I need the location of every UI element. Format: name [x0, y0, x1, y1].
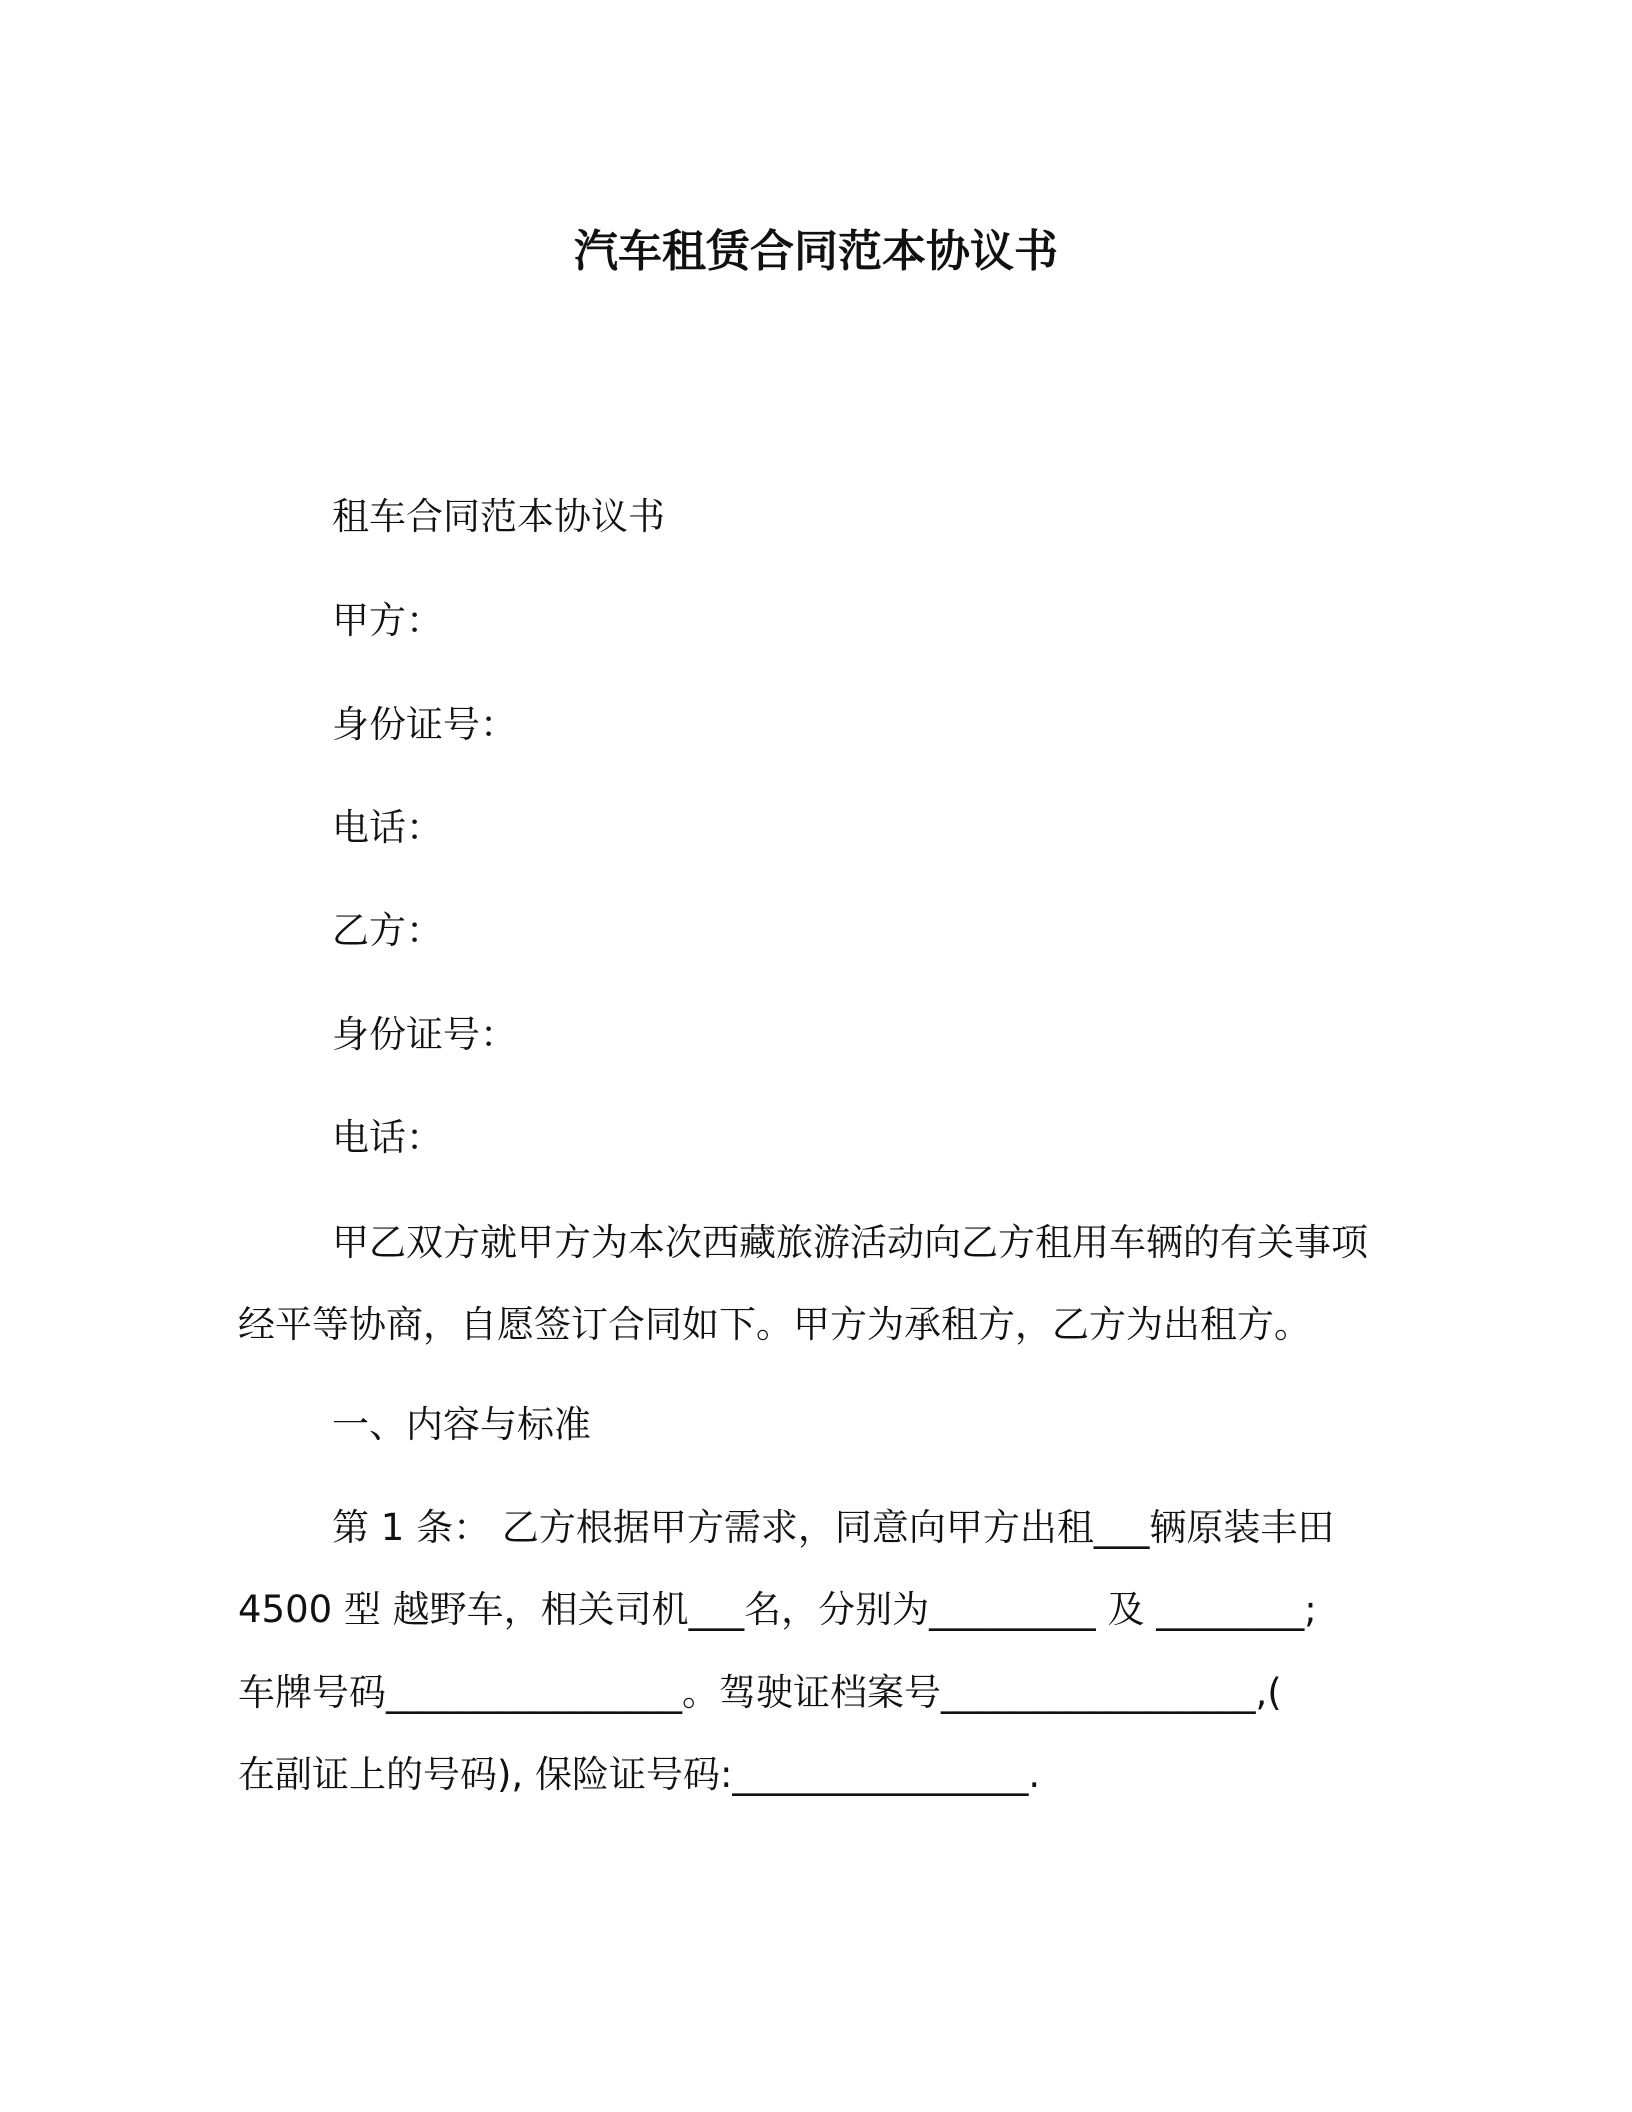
party-b-phone-label: 电话：	[332, 1116, 443, 1159]
intro-line-1: 甲乙双方就甲方为本次西藏旅游活动向乙方租用车辆的有关事项	[332, 1221, 1368, 1264]
party-b-id-label: 身份证号：	[332, 1013, 517, 1056]
article-1-line-4: 在副证上的号码), 保险证号码:________________.	[238, 1753, 1041, 1796]
article-1-line-2: 4500 型 越野车，相关司机___名，分别为_________ 及 ________;	[238, 1588, 1317, 1631]
intro-line-2: 经平等协商，自愿签订合同如下。甲方为承租方，乙方为出租方。	[238, 1303, 1311, 1346]
party-a-label: 甲方：	[332, 599, 443, 642]
section-1-heading: 一、内容与标准	[332, 1403, 591, 1446]
article-1-line-1: 第 1 条： 乙方根据甲方需求，同意向甲方出租___辆原装丰田	[332, 1506, 1335, 1549]
document-title: 汽车租赁合同范本协议书	[574, 226, 1058, 277]
article-1-line-3: 车牌号码________________。驾驶证档案号_________________,(	[238, 1671, 1282, 1714]
party-a-id-label: 身份证号：	[332, 703, 517, 746]
party-b-label: 乙方：	[332, 909, 443, 952]
party-a-phone-label: 电话：	[332, 806, 443, 849]
subtitle: 租车合同范本协议书	[332, 495, 665, 538]
